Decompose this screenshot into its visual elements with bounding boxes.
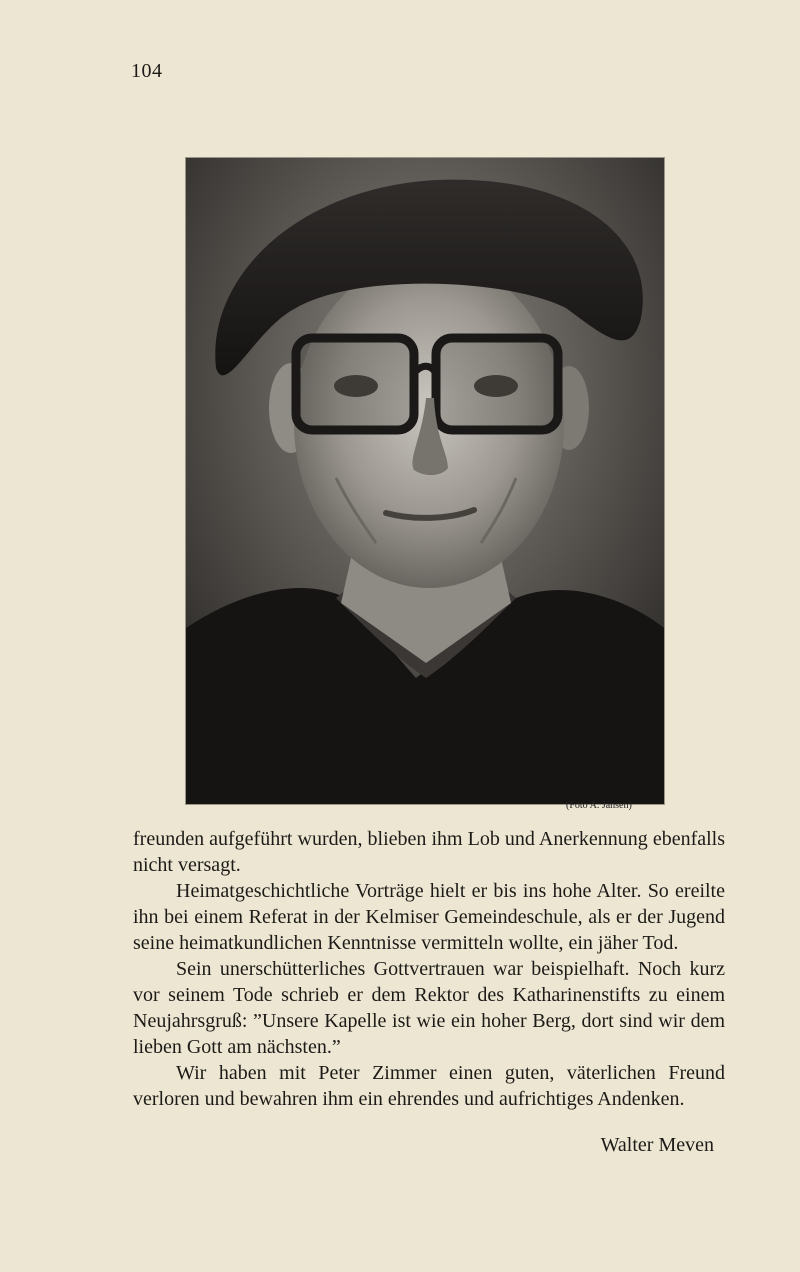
page-number: 104 bbox=[131, 60, 163, 82]
paragraph: Wir haben mit Peter Zimmer einen guten, väterlichen Freund verloren und bewahren ihm ein ehrendes und aufrichtiges Andenken. bbox=[133, 1062, 725, 1110]
paragraph: freunden aufgeführt wurden, blieben ihm Lob und Anerkennung ebenfalls nicht versagt. bbox=[133, 828, 725, 876]
photo-credit: (Foto A. Jansen) bbox=[566, 800, 632, 811]
article-body bbox=[133, 826, 725, 1112]
paragraph: Sein unerschütterliches Gottvertrauen war beispielhaft. Noch kurz vor seinem Tode schrieb er dem Rektor des Katharinenstifts zu einem Neujahrsgruß: ”Unsere Kapelle ist wie ein hoher Berg, dort sind wir dem lieben Gott am nächsten.” bbox=[133, 958, 725, 1058]
portrait-photo bbox=[186, 158, 664, 804]
paragraph: Heimatgeschichtliche Vorträge hielt er bis ins hohe Alter. So ereilte ihn bei einem Referat in der Kelmiser Gemeindeschule, als er der Jugend seine heimatkundlichen Kenntnisse vermitteln wollte, ein jäher Tod. bbox=[133, 880, 725, 954]
author-signature: Walter Meven bbox=[600, 1134, 714, 1156]
